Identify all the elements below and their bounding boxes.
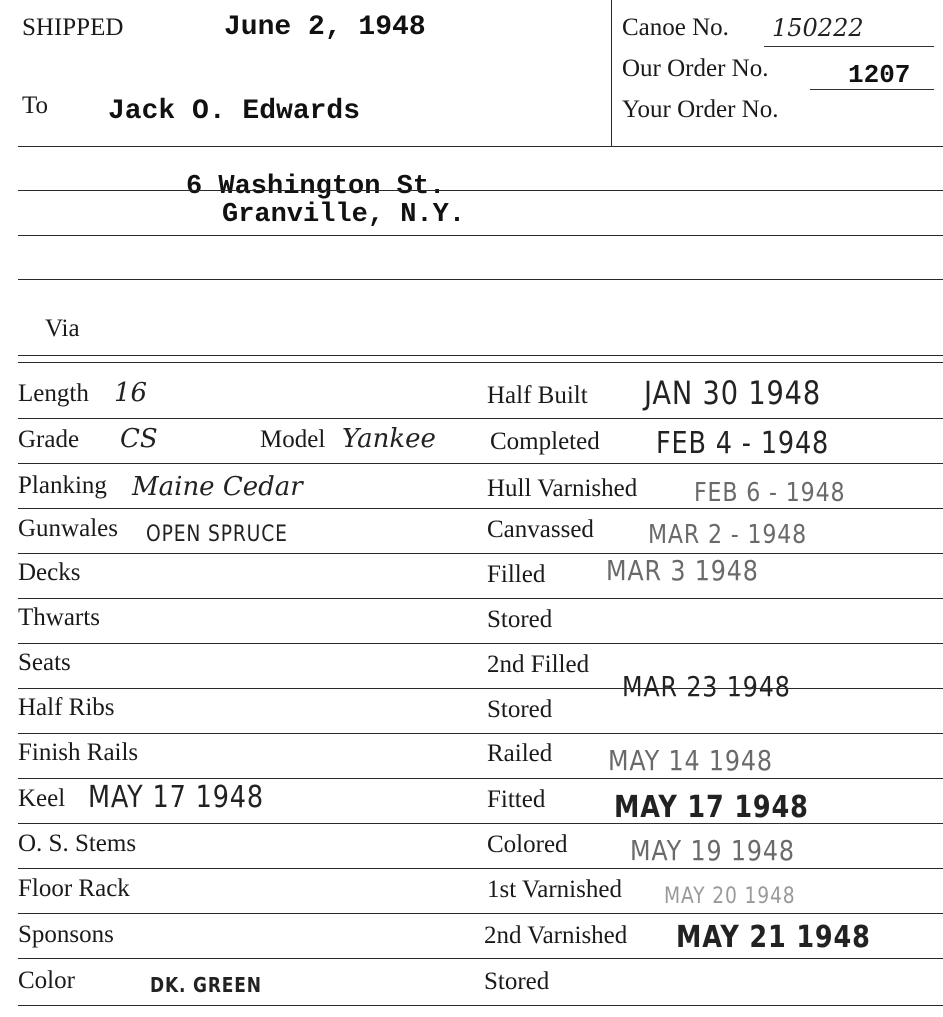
filled-stamp: MAR 3 1948 <box>606 554 759 587</box>
second-filled-stamp: MAR 23 1948 <box>622 670 791 703</box>
row-rule <box>18 823 943 824</box>
sponsons-label: Sponsons <box>18 921 114 948</box>
hull-varnished-stamp: FEB 6 - 1948 <box>694 478 846 508</box>
grade-value: CS <box>120 424 158 454</box>
rule-address-2 <box>18 235 943 236</box>
your-order-label: Your Order No. <box>622 96 779 123</box>
color-value: DK. GREEN <box>150 973 262 997</box>
row-rule <box>18 598 943 599</box>
completed-label: Completed <box>490 428 600 455</box>
second-varnished-stamp: MAY 21 1948 <box>676 920 871 955</box>
model-value: Yankee <box>342 424 436 454</box>
decks-label: Decks <box>18 559 81 586</box>
fitted-stamp: MAY 17 1948 <box>614 790 809 825</box>
canvassed-label: Canvassed <box>487 516 594 543</box>
canoe-no-value: 150222 <box>772 14 864 42</box>
canoe-no-underline <box>764 46 934 47</box>
row-rule <box>18 463 943 464</box>
via-label: Via <box>45 315 80 342</box>
row-rule <box>18 418 943 419</box>
first-varnished-label: 1st Varnished <box>487 876 622 903</box>
keel-value: MAY 17 1948 <box>88 780 264 815</box>
rule-address-3 <box>18 279 943 280</box>
row-rule <box>18 1005 943 1006</box>
half-ribs-label: Half Ribs <box>18 694 115 721</box>
stored-1-label: Stored <box>487 606 553 633</box>
colored-label: Colored <box>487 831 568 858</box>
rule-via-1 <box>18 355 943 356</box>
rule-address-1 <box>18 190 943 191</box>
completed-stamp: FEB 4 - 1948 <box>656 426 830 461</box>
gunwales-label: Gunwales <box>18 515 118 542</box>
length-value: 16 <box>114 378 148 408</box>
our-order-label: Our Order No. <box>622 55 769 82</box>
floor-rack-label: Floor Rack <box>18 875 130 902</box>
railed-label: Railed <box>487 740 553 767</box>
row-rule <box>18 553 943 554</box>
to-label: To <box>22 92 49 119</box>
model-label: Model <box>260 426 326 453</box>
header-divider <box>611 0 612 146</box>
shipped-label: SHIPPED <box>22 14 124 41</box>
row-rule <box>18 508 943 509</box>
rule-via-2 <box>18 362 943 363</box>
planking-label: Planking <box>18 472 107 499</box>
row-rule <box>18 913 943 914</box>
planking-value: Maine Cedar <box>132 472 303 502</box>
thwarts-label: Thwarts <box>18 604 100 631</box>
half-built-label: Half Built <box>487 382 588 409</box>
our-order-underline <box>810 89 934 90</box>
first-varnished-stamp: MAY 20 1948 <box>664 884 796 909</box>
seats-label: Seats <box>18 649 71 676</box>
length-label: Length <box>18 380 89 407</box>
row-rule <box>18 958 943 959</box>
hull-varnished-label: Hull Varnished <box>487 475 638 502</box>
our-order-value: 1207 <box>848 60 911 90</box>
row-rule <box>18 778 943 779</box>
finish-rails-label: Finish Rails <box>18 739 139 766</box>
half-built-stamp: JAN 30 1948 <box>644 374 821 412</box>
grade-label: Grade <box>18 426 80 453</box>
os-stems-label: O. S. Stems <box>18 830 137 857</box>
recipient-name: Jack O. Edwards <box>108 96 361 127</box>
keel-label: Keel <box>18 785 66 812</box>
filled-label: Filled <box>487 561 546 588</box>
canoe-no-label: Canoe No. <box>622 14 729 41</box>
second-varnished-label: 2nd Varnished <box>484 922 628 949</box>
stored-3-label: Stored <box>484 968 550 995</box>
color-label: Color <box>18 967 75 994</box>
stored-2-label: Stored <box>487 696 553 723</box>
rule-address-top <box>18 146 943 147</box>
colored-stamp: MAY 19 1948 <box>630 834 795 867</box>
row-rule <box>18 643 943 644</box>
canvassed-stamp: MAR 2 - 1948 <box>648 520 808 550</box>
row-rule <box>18 868 943 869</box>
second-filled-label: 2nd Filled <box>487 651 590 678</box>
gunwales-value: OPEN SPRUCE <box>146 522 288 547</box>
shipped-date: June 2, 1948 <box>224 12 426 43</box>
row-rule <box>18 688 943 689</box>
railed-stamp: MAY 14 1948 <box>608 744 773 777</box>
address-line-2: Granville, N.Y. <box>222 200 466 230</box>
address-line-1: 6 Washington St. <box>186 172 446 202</box>
row-rule <box>18 733 943 734</box>
fitted-label: Fitted <box>487 786 546 813</box>
